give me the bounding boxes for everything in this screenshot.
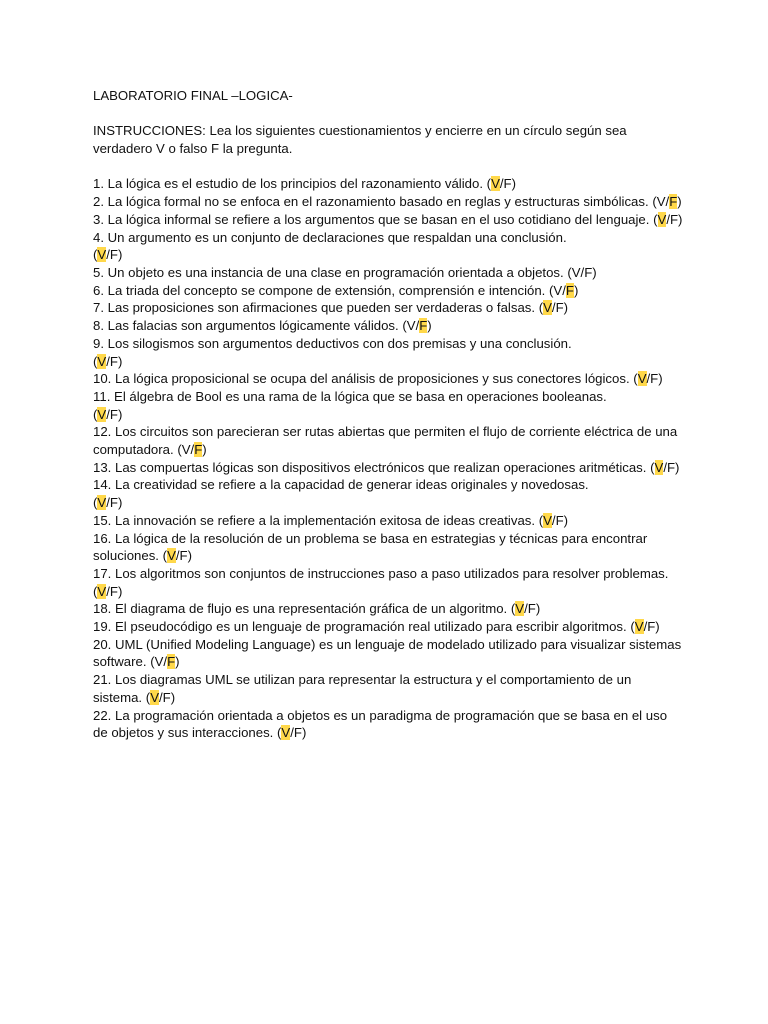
answer-options: (V/F) <box>162 548 192 564</box>
question-text: 12. Los circuitos son parecieran ser rutas abiertas que permiten el flujo de corriente eléctrica de una computadora. <box>93 424 678 458</box>
answer-options: (V/F) <box>486 176 517 192</box>
highlighted-option-verdadero: V <box>515 601 525 617</box>
highlighted-option-falso: F <box>669 194 678 210</box>
answer-options: (V/F) <box>653 211 683 227</box>
highlighted-option-verdadero: V <box>634 619 644 635</box>
question-item <box>93 512 683 530</box>
question-text: 7. Las proposiciones son afirmaciones que pueden ser verdaderas o falsas. <box>93 300 536 316</box>
question-item <box>93 565 683 600</box>
question-text: 19. El pseudocódigo es un lenguaje de programación real utilizado para escribir algoritmos. <box>93 619 627 635</box>
option-verdadero: V <box>181 442 191 458</box>
option-falso: F <box>293 725 302 741</box>
option-verdadero: V <box>553 282 563 298</box>
question-item <box>93 636 683 671</box>
question-text: 8. Las falacias son argumentos lógicamente válidos. <box>93 318 399 334</box>
answer-options: (V/F) <box>538 300 569 316</box>
question-item <box>93 707 683 742</box>
option-verdadero: V <box>154 654 164 670</box>
question-item <box>93 335 683 370</box>
question-item <box>93 370 683 388</box>
highlighted-option-verdadero: V <box>97 583 107 599</box>
question-item <box>93 264 683 282</box>
highlighted-option-verdadero: V <box>654 459 664 475</box>
answer-options: (V/F) <box>177 442 207 458</box>
question-text: 20. UML (Unified Modeling Language) es un lenguaje de modelado utilizado para visualizar sistemas software. <box>93 636 682 670</box>
option-falso: F <box>647 619 656 635</box>
highlighted-option-verdadero: V <box>97 406 107 422</box>
option-falso: F <box>109 247 118 263</box>
answer-options: (V/F) <box>633 371 663 387</box>
question-item <box>93 423 683 458</box>
answer-options: (V/F) <box>150 654 180 670</box>
document-title: LABORATORIO FINAL –LOGICA- <box>93 88 293 103</box>
answer-options: (V/F) <box>93 353 123 369</box>
answer-options: (V/F) <box>93 406 123 422</box>
answer-options: (V/F) <box>402 318 432 334</box>
option-falso: F <box>109 583 118 599</box>
question-text: 14. La creatividad se refiere a la capacidad de generar ideas originales y novedosas. <box>93 477 589 493</box>
question-text: 6. La triada del concepto se compone de extensión, comprensión e intención. <box>93 282 546 298</box>
option-falso: F <box>555 300 564 316</box>
option-falso: F <box>109 406 118 422</box>
option-falso: F <box>527 601 536 617</box>
question-text: 3. La lógica informal se refiere a los argumentos que se basan en el uso cotidiano del lenguaje. <box>93 211 650 227</box>
question-item <box>93 600 683 618</box>
question-list <box>93 175 683 742</box>
question-item <box>93 530 683 565</box>
option-falso: F <box>179 548 188 564</box>
question-text: 4. Un argumento es un conjunto de declaraciones que respaldan una conclusión. <box>93 229 567 245</box>
option-falso: F <box>584 265 593 280</box>
answer-options: (V/F) <box>567 265 597 280</box>
answer-options: (V/F) <box>650 459 680 475</box>
question-item <box>93 671 683 706</box>
question-text: 9. Los silogismos son argumentos deductivos con dos premisas y una conclusión. <box>93 335 572 351</box>
question-text: 22. La programación orientada a objetos es un paradigma de programación que se basa en el uso de objetos y sus interacciones. <box>93 707 668 741</box>
highlighted-option-verdadero: V <box>543 512 552 528</box>
highlighted-option-falso: F <box>167 654 176 670</box>
highlighted-option-verdadero: V <box>657 211 667 227</box>
highlighted-option-falso: F <box>419 318 428 334</box>
highlighted-option-verdadero: V <box>543 300 552 316</box>
question-item <box>93 282 683 300</box>
answer-options: (V/F) <box>93 495 123 511</box>
highlighted-option-verdadero: V <box>637 371 647 387</box>
question-item <box>93 459 683 477</box>
highlighted-option-verdadero: V <box>281 725 291 741</box>
answer-options: (V/F) <box>630 619 660 635</box>
question-item <box>93 388 683 423</box>
question-text: 2. La lógica formal no se enfoca en el razonamiento basado en reglas y estructuras simbólicas. <box>93 194 649 210</box>
question-item <box>93 618 683 636</box>
question-text: 5. Un objeto es una instancia de una clase en programación orientada a objetos. <box>93 265 564 280</box>
option-verdadero: V <box>406 318 416 334</box>
option-falso: F <box>503 176 512 192</box>
answer-options: (V/F) <box>549 282 579 298</box>
question-text: 18. El diagrama de flujo es una representación gráfica de un algoritmo. <box>93 601 508 617</box>
question-text: 21. Los diagramas UML se utilizan para representar la estructura y el comportamiento de un sistema. <box>93 672 632 705</box>
option-falso: F <box>109 495 118 511</box>
question-text: 10. La lógica proposicional se ocupa del análisis de proposiciones y sus conectores lógicos. <box>93 371 630 387</box>
question-item <box>93 476 683 511</box>
option-verdadero: V <box>656 194 666 210</box>
highlighted-option-verdadero: V <box>97 247 107 263</box>
question-text: 15. La innovación se refiere a la implementación exitosa de ideas creativas. <box>93 512 536 528</box>
option-falso: F <box>162 689 171 705</box>
highlighted-option-verdadero: V <box>167 548 176 564</box>
answer-options: (V/F) <box>510 601 541 617</box>
answer-options: (V/F) <box>652 194 682 210</box>
highlighted-option-falso: F <box>194 442 203 458</box>
question-item <box>93 193 683 211</box>
option-falso: F <box>650 371 659 387</box>
question-item <box>93 299 683 317</box>
question-text: 17. Los algoritmos son conjuntos de instrucciones paso a paso utilizados para resolver problemas. <box>93 565 669 581</box>
document-page <box>93 87 683 742</box>
option-verdadero: V <box>571 265 581 280</box>
highlighted-option-verdadero: V <box>97 495 107 511</box>
question-text: 11. El álgebra de Bool es una rama de la lógica que se basa en operaciones booleanas. <box>93 388 607 404</box>
instructions-paragraph: INSTRUCCIONES: Lea los siguientes cuestionamientos y encierre en un círculo según sea verdadero V o falso F la pregunta. <box>93 123 627 157</box>
option-falso: F <box>555 512 564 528</box>
highlighted-option-falso: F <box>565 282 574 298</box>
option-falso: F <box>669 211 679 227</box>
question-item <box>93 175 683 193</box>
answer-options: (V/F) <box>93 583 123 599</box>
answer-options: (V/F) <box>93 247 123 263</box>
question-text: 13. Las compuertas lógicas son dispositivos electrónicos que realizan operaciones aritméticas. <box>93 459 647 475</box>
answer-options: (V/F) <box>277 725 307 741</box>
question-text: 16. La lógica de la resolución de un problema se basa en estrategias y técnicas para encontrar soluciones. <box>93 530 648 564</box>
option-falso: F <box>666 459 676 475</box>
question-item <box>93 229 683 264</box>
question-item <box>93 317 683 335</box>
option-falso: F <box>109 353 118 369</box>
answer-options: (V/F) <box>538 512 569 528</box>
highlighted-option-verdadero: V <box>491 176 500 192</box>
highlighted-option-verdadero: V <box>97 353 107 369</box>
highlighted-option-verdadero: V <box>150 689 159 705</box>
answer-options: (V/F) <box>145 689 176 705</box>
question-item <box>93 211 683 229</box>
question-text: 1. La lógica es el estudio de los principios del razonamiento válido. <box>93 176 483 192</box>
